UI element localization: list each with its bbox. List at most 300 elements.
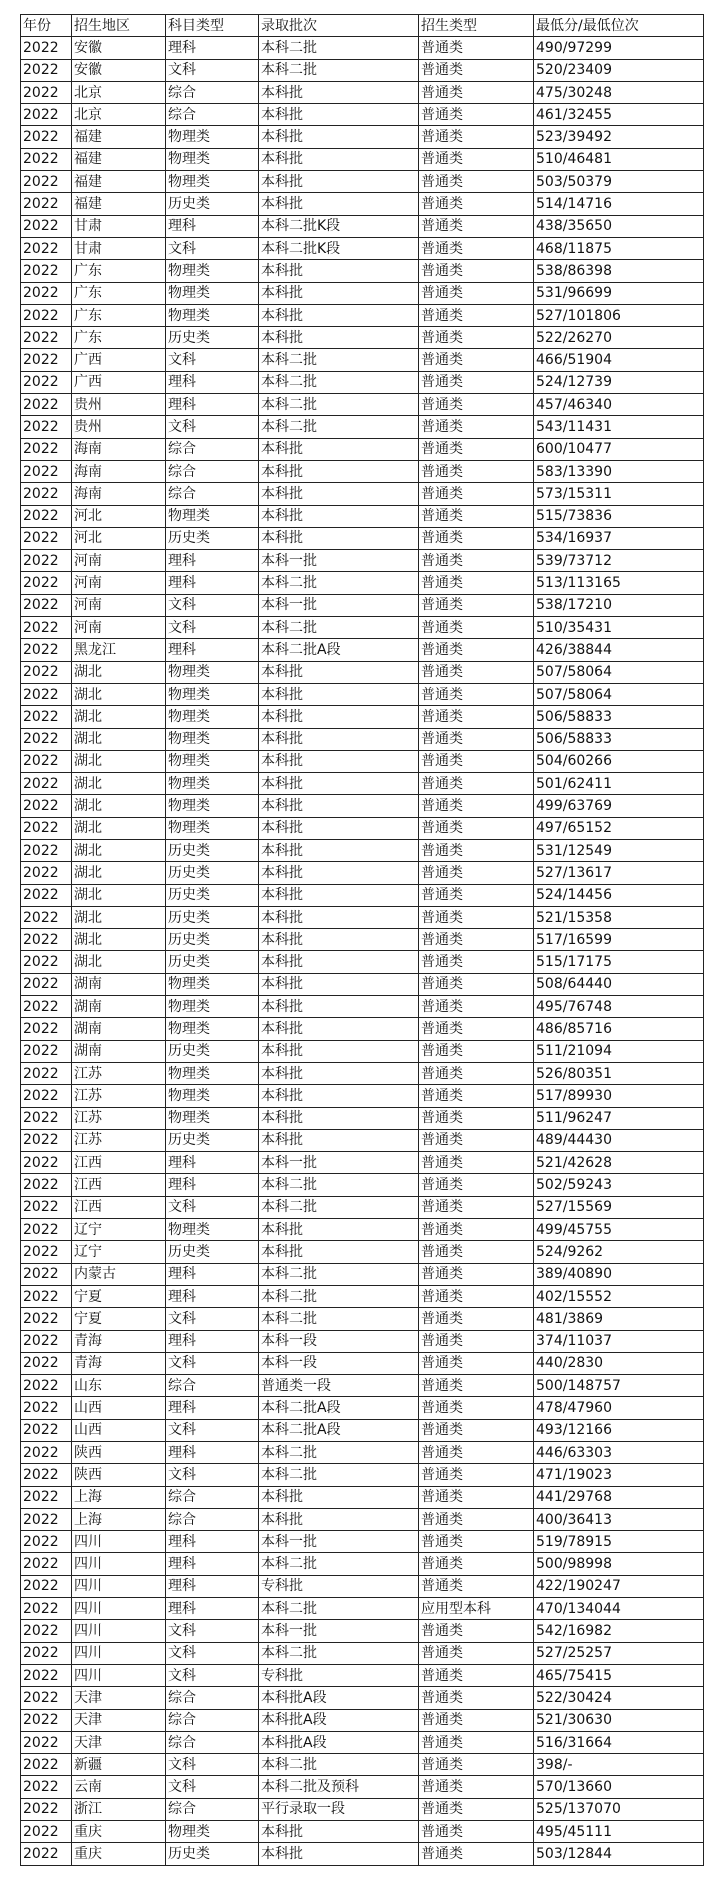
table-row [21,1419,704,1441]
cell-enrollment-type: 普通类 [419,237,534,259]
cell-year: 2022 [21,1241,72,1263]
cell-min-score-rank: 517/16599 [534,929,704,951]
cell-enrollment-type: 普通类 [419,1241,534,1263]
table-row [21,483,704,505]
cell-enrollment-type: 普通类 [419,1018,534,1040]
cell-year: 2022 [21,1553,72,1575]
cell-year: 2022 [21,773,72,795]
cell-min-score-rank: 521/42628 [534,1152,704,1174]
cell-region: 贵州 [72,416,166,438]
cell-admission-batch: 本科二批 [259,1174,419,1196]
cell-subject-type: 理科 [166,550,259,572]
table-row [21,1754,704,1776]
cell-subject-type: 历史类 [166,1129,259,1151]
cell-enrollment-type: 普通类 [419,215,534,237]
table-row [21,1397,704,1419]
cell-enrollment-type: 普通类 [419,505,534,527]
table-row [21,1620,704,1642]
cell-enrollment-type: 普通类 [419,1843,534,1865]
cell-region: 福建 [72,126,166,148]
cell-min-score-rank: 486/85716 [534,1018,704,1040]
table-row [21,1085,704,1107]
cell-enrollment-type: 普通类 [419,1709,534,1731]
cell-enrollment-type: 普通类 [419,1040,534,1062]
table-row [21,1285,704,1307]
cell-year: 2022 [21,996,72,1018]
cell-min-score-rank: 524/12739 [534,371,704,393]
cell-year: 2022 [21,1464,72,1486]
cell-min-score-rank: 502/59243 [534,1174,704,1196]
cell-region: 河南 [72,572,166,594]
cell-year: 2022 [21,1152,72,1174]
cell-admission-batch: 本科批 [259,1107,419,1129]
cell-admission-batch: 本科批 [259,304,419,326]
cell-region: 湖北 [72,951,166,973]
cell-min-score-rank: 526/80351 [534,1062,704,1084]
cell-subject-type: 物理类 [166,750,259,772]
cell-enrollment-type: 普通类 [419,1375,534,1397]
cell-year: 2022 [21,171,72,193]
cell-min-score-rank: 539/73712 [534,550,704,572]
cell-year: 2022 [21,260,72,282]
table-row [21,1553,704,1575]
cell-subject-type: 文科 [166,59,259,81]
cell-year: 2022 [21,1219,72,1241]
cell-region: 重庆 [72,1843,166,1865]
cell-enrollment-type: 普通类 [419,371,534,393]
cell-region: 河南 [72,617,166,639]
cell-admission-batch: 本科二批 [259,1196,419,1218]
cell-min-score-rank: 400/36413 [534,1508,704,1530]
cell-region: 湖北 [72,839,166,861]
cell-admission-batch: 本科批A段 [259,1687,419,1709]
cell-admission-batch: 专科批 [259,1575,419,1597]
cell-year: 2022 [21,1129,72,1151]
cell-region: 湖北 [72,817,166,839]
cell-enrollment-type: 普通类 [419,1352,534,1374]
table-row [21,639,704,661]
cell-year: 2022 [21,1263,72,1285]
cell-year: 2022 [21,884,72,906]
cell-admission-batch: 本科批 [259,483,419,505]
cell-admission-batch: 本科批 [259,81,419,103]
cell-region: 湖北 [72,683,166,705]
cell-year: 2022 [21,1687,72,1709]
table-row [21,683,704,705]
cell-enrollment-type: 普通类 [419,1620,534,1642]
cell-region: 山东 [72,1375,166,1397]
cell-subject-type: 物理类 [166,126,259,148]
table-row [21,728,704,750]
cell-min-score-rank: 499/63769 [534,795,704,817]
table-row [21,59,704,81]
cell-admission-batch: 本科批 [259,1486,419,1508]
table-row [21,1798,704,1820]
cell-admission-batch: 本科二批 [259,1263,419,1285]
cell-subject-type: 物理类 [166,795,259,817]
cell-region: 湖北 [72,706,166,728]
cell-enrollment-type: 普通类 [419,1219,534,1241]
cell-min-score-rank: 478/47960 [534,1397,704,1419]
cell-year: 2022 [21,505,72,527]
cell-year: 2022 [21,973,72,995]
cell-admission-batch: 平行录取一段 [259,1798,419,1820]
header-enrollment-type: 招生类型 [419,15,534,37]
cell-enrollment-type: 普通类 [419,884,534,906]
cell-subject-type: 综合 [166,1508,259,1530]
cell-enrollment-type: 普通类 [419,527,534,549]
cell-year: 2022 [21,126,72,148]
cell-enrollment-type: 普通类 [419,617,534,639]
table-row [21,1531,704,1553]
cell-year: 2022 [21,1174,72,1196]
cell-enrollment-type: 普通类 [419,1442,534,1464]
cell-admission-batch: 本科批 [259,1508,419,1530]
table-row [21,1040,704,1062]
cell-region: 安徽 [72,59,166,81]
cell-region: 宁夏 [72,1285,166,1307]
cell-min-score-rank: 517/89930 [534,1085,704,1107]
table-row [21,193,704,215]
cell-enrollment-type: 普通类 [419,862,534,884]
cell-year: 2022 [21,1018,72,1040]
cell-admission-batch: 本科批 [259,1219,419,1241]
cell-min-score-rank: 468/11875 [534,237,704,259]
cell-region: 宁夏 [72,1308,166,1330]
cell-region: 江苏 [72,1107,166,1129]
table-row [21,951,704,973]
cell-region: 江苏 [72,1085,166,1107]
cell-subject-type: 物理类 [166,996,259,1018]
cell-min-score-rank: 503/50379 [534,171,704,193]
cell-admission-batch: 本科一批 [259,1620,419,1642]
cell-year: 2022 [21,1776,72,1798]
cell-subject-type: 历史类 [166,929,259,951]
table-row [21,1575,704,1597]
cell-subject-type: 理科 [166,1285,259,1307]
cell-year: 2022 [21,1531,72,1553]
table-row [21,1375,704,1397]
cell-admission-batch: 本科批 [259,683,419,705]
cell-region: 湖南 [72,973,166,995]
cell-admission-batch: 本科批 [259,438,419,460]
cell-min-score-rank: 543/11431 [534,416,704,438]
cell-enrollment-type: 普通类 [419,572,534,594]
cell-subject-type: 文科 [166,594,259,616]
cell-subject-type: 文科 [166,1196,259,1218]
cell-enrollment-type: 普通类 [419,750,534,772]
cell-subject-type: 历史类 [166,862,259,884]
cell-enrollment-type: 应用型本科 [419,1598,534,1620]
cell-admission-batch: 本科二批A段 [259,1419,419,1441]
cell-year: 2022 [21,661,72,683]
cell-subject-type: 物理类 [166,706,259,728]
table-row [21,1196,704,1218]
cell-admission-batch: 本科批 [259,884,419,906]
cell-subject-type: 历史类 [166,527,259,549]
cell-region: 福建 [72,148,166,170]
cell-region: 四川 [72,1620,166,1642]
cell-year: 2022 [21,104,72,126]
cell-min-score-rank: 441/29768 [534,1486,704,1508]
cell-min-score-rank: 495/76748 [534,996,704,1018]
cell-enrollment-type: 普通类 [419,1776,534,1798]
cell-enrollment-type: 普通类 [419,483,534,505]
table-row [21,37,704,59]
cell-region: 四川 [72,1642,166,1664]
cell-enrollment-type: 普通类 [419,1285,534,1307]
cell-admission-batch: 本科二批 [259,572,419,594]
cell-subject-type: 文科 [166,416,259,438]
cell-subject-type: 理科 [166,1575,259,1597]
cell-year: 2022 [21,862,72,884]
cell-enrollment-type: 普通类 [419,1821,534,1843]
cell-subject-type: 综合 [166,1798,259,1820]
table-row [21,1508,704,1530]
cell-region: 辽宁 [72,1219,166,1241]
table-row [21,1642,704,1664]
cell-year: 2022 [21,394,72,416]
cell-subject-type: 历史类 [166,193,259,215]
cell-year: 2022 [21,1419,72,1441]
cell-admission-batch: 本科批 [259,750,419,772]
cell-subject-type: 理科 [166,394,259,416]
cell-admission-batch: 本科批 [259,505,419,527]
cell-region: 湖北 [72,884,166,906]
cell-enrollment-type: 普通类 [419,104,534,126]
cell-subject-type: 综合 [166,483,259,505]
cell-region: 湖北 [72,929,166,951]
cell-enrollment-type: 普通类 [419,817,534,839]
cell-region: 贵州 [72,394,166,416]
table-row [21,304,704,326]
cell-year: 2022 [21,483,72,505]
cell-region: 湖南 [72,1040,166,1062]
admission-score-table-container [20,14,703,1866]
cell-region: 天津 [72,1687,166,1709]
cell-year: 2022 [21,1598,72,1620]
cell-admission-batch: 本科二批 [259,37,419,59]
table-row [21,81,704,103]
cell-subject-type: 理科 [166,37,259,59]
cell-subject-type: 理科 [166,1598,259,1620]
cell-subject-type: 理科 [166,572,259,594]
table-row [21,460,704,482]
cell-enrollment-type: 普通类 [419,951,534,973]
cell-min-score-rank: 507/58064 [534,661,704,683]
table-row [21,1352,704,1374]
cell-year: 2022 [21,371,72,393]
cell-year: 2022 [21,1486,72,1508]
cell-min-score-rank: 506/58833 [534,728,704,750]
cell-subject-type: 理科 [166,215,259,237]
cell-enrollment-type: 普通类 [419,260,534,282]
cell-region: 四川 [72,1531,166,1553]
cell-region: 福建 [72,193,166,215]
cell-subject-type: 物理类 [166,728,259,750]
cell-enrollment-type: 普通类 [419,594,534,616]
cell-region: 广东 [72,282,166,304]
cell-region: 湖南 [72,996,166,1018]
cell-enrollment-type: 普通类 [419,1107,534,1129]
table-row [21,282,704,304]
cell-admission-batch: 本科一批 [259,1152,419,1174]
cell-admission-batch: 本科批 [259,906,419,928]
cell-admission-batch: 本科二批A段 [259,1397,419,1419]
cell-subject-type: 文科 [166,1776,259,1798]
cell-subject-type: 理科 [166,1330,259,1352]
cell-admission-batch: 本科批 [259,1040,419,1062]
cell-admission-batch: 本科二批 [259,371,419,393]
cell-subject-type: 物理类 [166,661,259,683]
table-row [21,148,704,170]
table-row [21,1062,704,1084]
cell-region: 广西 [72,371,166,393]
cell-region: 湖北 [72,795,166,817]
cell-subject-type: 综合 [166,1375,259,1397]
cell-year: 2022 [21,1375,72,1397]
table-row [21,706,704,728]
cell-subject-type: 物理类 [166,505,259,527]
cell-year: 2022 [21,617,72,639]
cell-region: 江苏 [72,1129,166,1151]
cell-year: 2022 [21,1308,72,1330]
cell-year: 2022 [21,193,72,215]
table-row [21,416,704,438]
cell-subject-type: 文科 [166,349,259,371]
cell-min-score-rank: 525/137070 [534,1798,704,1820]
cell-enrollment-type: 普通类 [419,327,534,349]
cell-region: 福建 [72,171,166,193]
cell-min-score-rank: 570/13660 [534,1776,704,1798]
cell-min-score-rank: 542/16982 [534,1620,704,1642]
cell-admission-batch: 本科二批 [259,1285,419,1307]
cell-admission-batch: 本科二批A段 [259,639,419,661]
cell-enrollment-type: 普通类 [419,1085,534,1107]
cell-enrollment-type: 普通类 [419,973,534,995]
cell-enrollment-type: 普通类 [419,1062,534,1084]
cell-subject-type: 物理类 [166,1821,259,1843]
cell-enrollment-type: 普通类 [419,1508,534,1530]
cell-year: 2022 [21,1843,72,1865]
cell-admission-batch: 本科批 [259,929,419,951]
cell-year: 2022 [21,527,72,549]
cell-min-score-rank: 495/45111 [534,1821,704,1843]
cell-region: 云南 [72,1776,166,1798]
cell-min-score-rank: 501/62411 [534,773,704,795]
cell-subject-type: 理科 [166,1531,259,1553]
cell-min-score-rank: 514/14716 [534,193,704,215]
cell-year: 2022 [21,438,72,460]
cell-year: 2022 [21,1798,72,1820]
cell-region: 天津 [72,1731,166,1753]
table-row [21,104,704,126]
cell-year: 2022 [21,1330,72,1352]
cell-year: 2022 [21,594,72,616]
cell-region: 广东 [72,260,166,282]
table-row [21,973,704,995]
cell-min-score-rank: 510/46481 [534,148,704,170]
cell-min-score-rank: 389/40890 [534,1263,704,1285]
cell-region: 陕西 [72,1464,166,1486]
cell-region: 湖北 [72,661,166,683]
cell-min-score-rank: 531/12549 [534,839,704,861]
cell-year: 2022 [21,1397,72,1419]
cell-region: 广东 [72,304,166,326]
cell-min-score-rank: 374/11037 [534,1330,704,1352]
cell-min-score-rank: 457/46340 [534,394,704,416]
cell-subject-type: 文科 [166,1308,259,1330]
table-row [21,572,704,594]
cell-region: 上海 [72,1508,166,1530]
cell-region: 河南 [72,550,166,572]
table-row [21,1687,704,1709]
cell-region: 青海 [72,1352,166,1374]
cell-subject-type: 物理类 [166,282,259,304]
header-admission-batch: 录取批次 [259,15,419,37]
cell-admission-batch: 本科二批 [259,1598,419,1620]
table-row [21,884,704,906]
cell-year: 2022 [21,1352,72,1374]
cell-year: 2022 [21,1442,72,1464]
cell-year: 2022 [21,304,72,326]
cell-enrollment-type: 普通类 [419,193,534,215]
cell-region: 江西 [72,1174,166,1196]
cell-admission-batch: 本科二批K段 [259,237,419,259]
cell-admission-batch: 本科批 [259,1018,419,1040]
table-row [21,906,704,928]
cell-admission-batch: 本科批 [259,104,419,126]
cell-year: 2022 [21,1731,72,1753]
cell-subject-type: 文科 [166,1464,259,1486]
cell-enrollment-type: 普通类 [419,1664,534,1686]
cell-year: 2022 [21,839,72,861]
cell-subject-type: 理科 [166,1397,259,1419]
header-min-score-rank: 最低分/最低位次 [534,15,704,37]
cell-year: 2022 [21,1754,72,1776]
cell-admission-batch: 本科二批 [259,394,419,416]
table-row [21,795,704,817]
cell-admission-batch: 本科二批 [259,416,419,438]
cell-admission-batch: 专科批 [259,1664,419,1686]
table-row [21,1241,704,1263]
table-row [21,1598,704,1620]
table-row [21,594,704,616]
cell-year: 2022 [21,148,72,170]
table-row [21,215,704,237]
cell-admission-batch: 本科批 [259,951,419,973]
table-row [21,817,704,839]
cell-admission-batch: 本科一批 [259,594,419,616]
table-row [21,371,704,393]
cell-enrollment-type: 普通类 [419,795,534,817]
table-row [21,527,704,549]
cell-min-score-rank: 522/30424 [534,1687,704,1709]
cell-subject-type: 物理类 [166,817,259,839]
cell-admission-batch: 本科批 [259,996,419,1018]
cell-year: 2022 [21,37,72,59]
cell-enrollment-type: 普通类 [419,304,534,326]
cell-enrollment-type: 普通类 [419,1754,534,1776]
cell-year: 2022 [21,1664,72,1686]
cell-enrollment-type: 普通类 [419,1798,534,1820]
cell-year: 2022 [21,906,72,928]
cell-min-score-rank: 438/35650 [534,215,704,237]
cell-min-score-rank: 521/15358 [534,906,704,928]
cell-subject-type: 物理类 [166,260,259,282]
cell-admission-batch: 本科二批K段 [259,215,419,237]
cell-enrollment-type: 普通类 [419,839,534,861]
